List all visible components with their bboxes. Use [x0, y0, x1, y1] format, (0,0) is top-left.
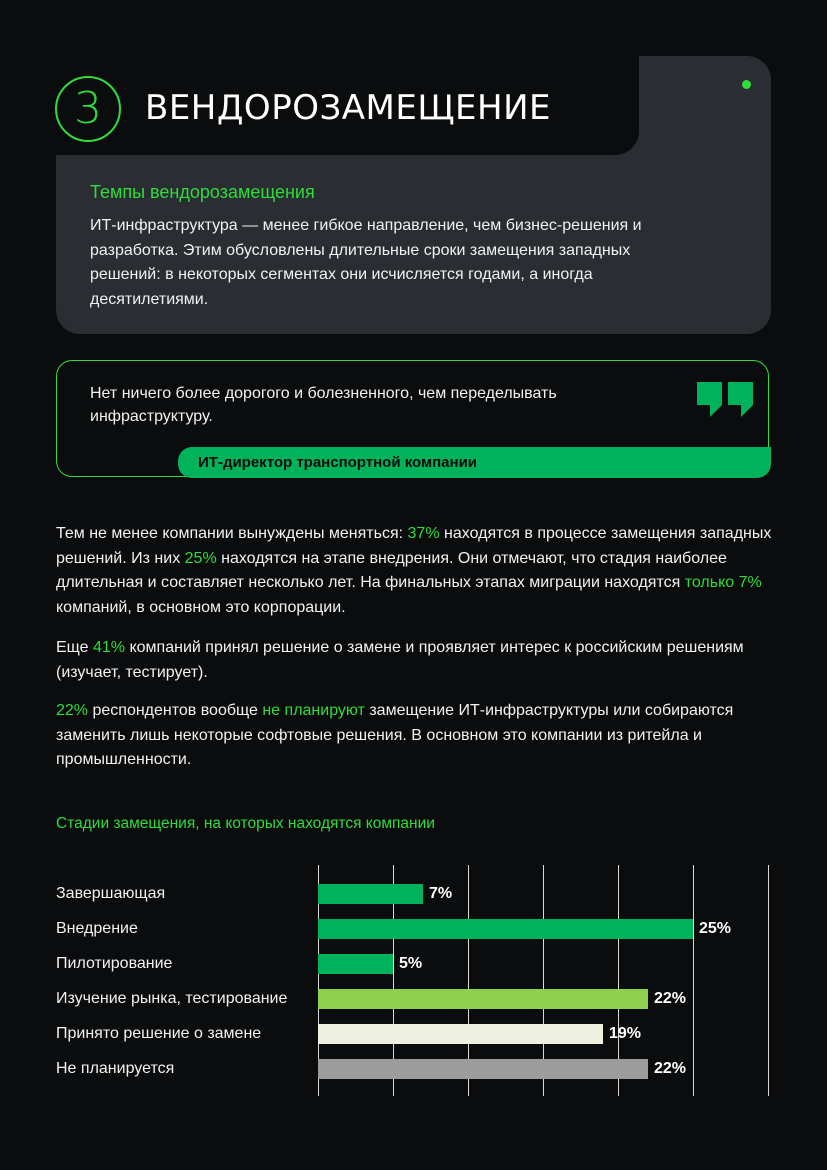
- p1-text: Тем не менее компании вынуждены меняться:: [56, 525, 408, 542]
- category-label: Не планируется: [56, 1060, 175, 1077]
- p3-highlight-22: 22%: [56, 702, 89, 719]
- section-title: ВЕНДОРОЗАМЕЩЕНИЕ: [145, 88, 551, 128]
- quote-text: Нет ничего более дорогого и болезненного, чем переделывать инфраструктуру.: [90, 385, 557, 425]
- value-label: 7%: [429, 885, 453, 902]
- section-number: 3: [55, 76, 121, 142]
- card-text: ИТ-инфраструктура — менее гибкое направление, чем бизнес-решения и разработка. Этим обусловлены длительные сроки замещения западных решений: в некоторых сегментах они исчисляется годами, а иногда десятилетиями.: [90, 217, 642, 308]
- value-label: 25%: [699, 920, 732, 937]
- paragraph-3: [56, 699, 776, 773]
- paragraph-2: [56, 636, 776, 685]
- card-heading: Темпы вендорозамещения: [90, 182, 315, 202]
- bar: [318, 1024, 603, 1044]
- value-label: 5%: [399, 955, 423, 972]
- value-label: 19%: [609, 1025, 642, 1042]
- p1-highlight-25: 25%: [184, 549, 217, 567]
- p1-highlight-37: 37%: [407, 525, 440, 542]
- bar: [318, 919, 693, 939]
- p1-text: компаний, в основном это корпорации.: [56, 598, 346, 616]
- value-label: 22%: [654, 990, 687, 1007]
- p1-highlight-7: только 7%: [684, 574, 762, 591]
- p3-text: замещение ИТ-инфраструктуры или собираются заменить лишь некоторые софтовые решения. В основном это компании из ритейла и промышленности.: [56, 702, 734, 768]
- bar: [318, 989, 648, 1009]
- p2-text: компаний принял решение о замене и проявляет интерес к российским решениям (изучает, тестирует).: [56, 639, 744, 681]
- grid-line: [693, 865, 694, 1096]
- category-label: Принято решение о замене: [56, 1025, 262, 1042]
- grid-line: [768, 865, 769, 1096]
- category-label: Изучение рынка, тестирование: [56, 990, 288, 1007]
- p2-text: Еще: [56, 639, 93, 656]
- paragraph-1: [56, 522, 776, 620]
- p1-text: находятся в процессе замещения западных решений. Из них: [56, 525, 772, 567]
- category-label: Завершающая: [56, 885, 166, 902]
- value-label: 22%: [654, 1060, 687, 1077]
- p2-highlight-41: 41%: [93, 639, 126, 656]
- quote-author: ИТ-директор транспортной компании: [178, 447, 771, 478]
- accent-dot: [742, 80, 751, 89]
- chart-title: Стадии замещения, на которых находятся компании: [56, 815, 435, 832]
- bar: [318, 954, 393, 974]
- p3-text: респондентов вообще: [88, 702, 263, 719]
- bar: [318, 884, 423, 904]
- bar: [318, 1059, 648, 1079]
- p3-highlight-not-planning: не планируют: [262, 702, 365, 719]
- category-label: Внедрение: [56, 920, 138, 937]
- quote-icon: [696, 381, 756, 426]
- category-label: Пилотирование: [56, 955, 173, 972]
- p1-text: находятся на этапе внедрения. Они отмечают, что стадия наиболее длительная и составляет несколько лет. На финальных этапах миграции находятся: [56, 549, 727, 591]
